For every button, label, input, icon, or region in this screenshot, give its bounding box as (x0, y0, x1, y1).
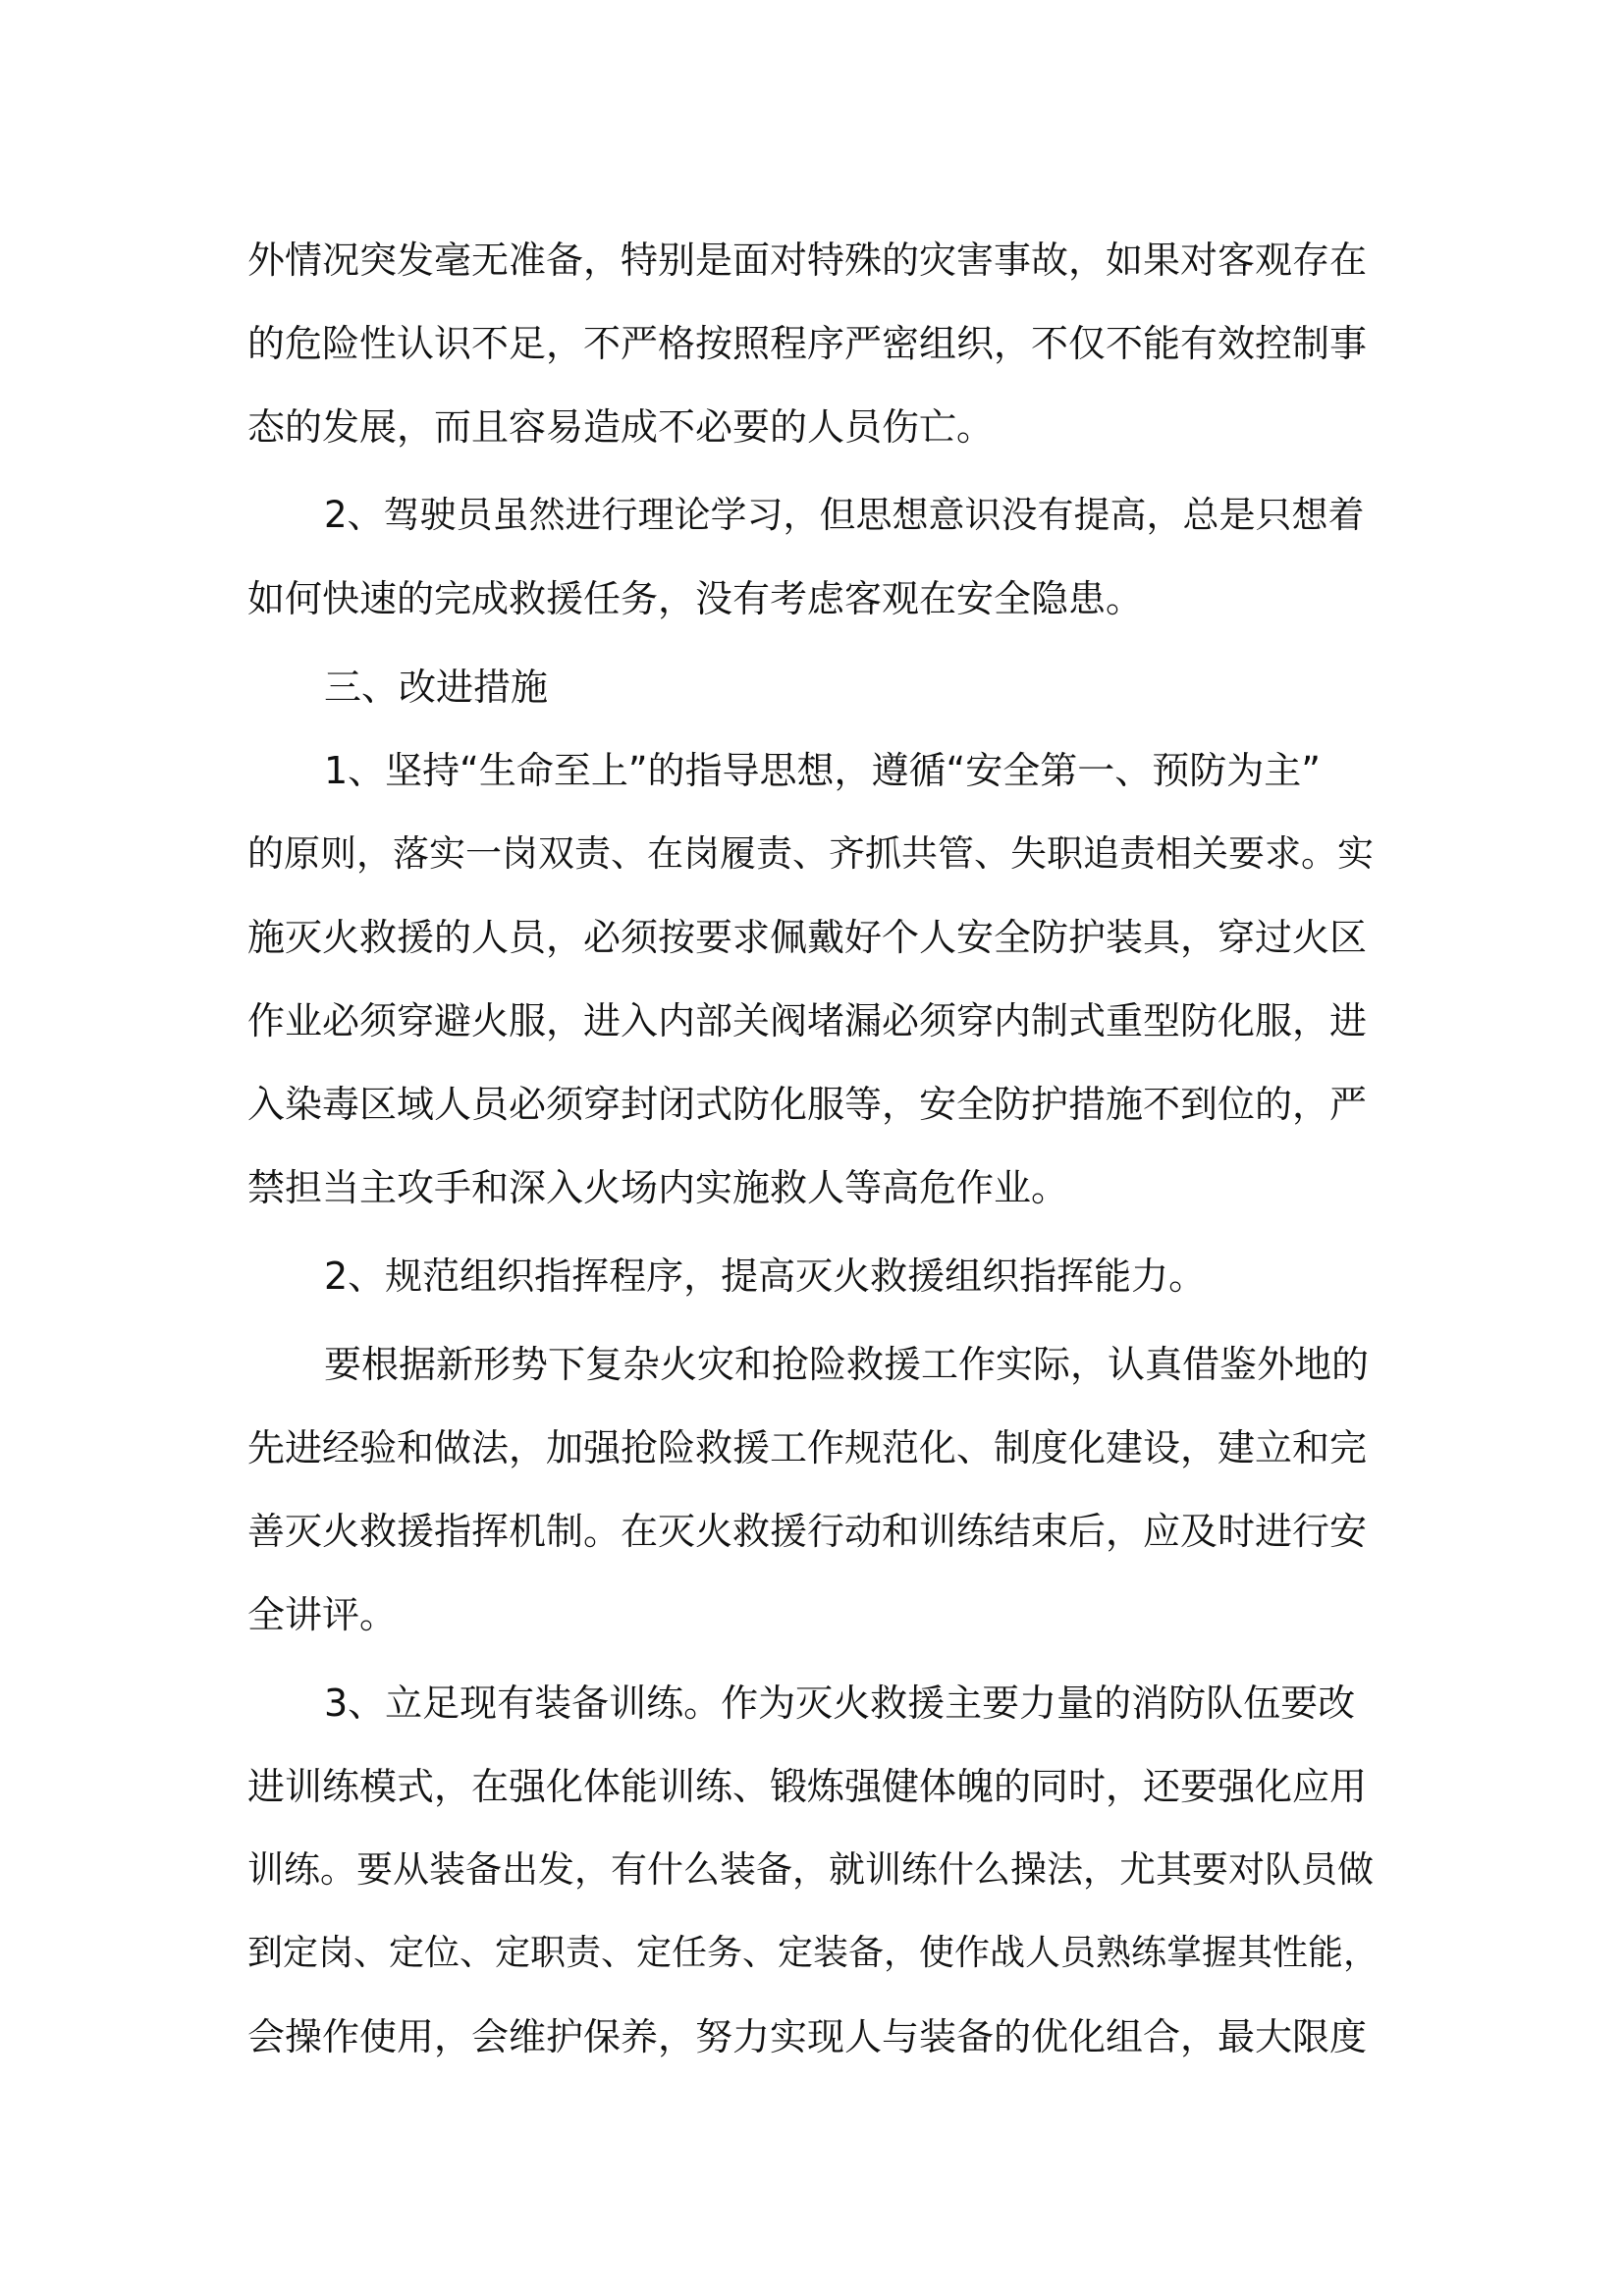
paragraph-first-line: 1、坚持“生命至上”的指导思想，遵循“安全第一、预防为主” (324, 749, 1321, 792)
text-line: 施灭火救援的人员，必须按要求佩戴好个人安全防护装具，穿过火区 (247, 916, 1368, 959)
text-line: 入染毒区域人员必须穿封闭式防化服等，安全防护措施不到位的，严 (247, 1083, 1368, 1126)
text-line: 会操作使用，会维护保养，努力实现人与装备的优化组合，最大限度 (247, 2015, 1368, 2058)
text-line: 外情况突发毫无准备，特别是面对特殊的灾害事故，如果对客观存在 (247, 239, 1368, 282)
text-line: 全讲评。 (247, 1593, 398, 1636)
text-line: 作业必须穿避火服，进入内部关阀堵漏必须穿内制式重型防化服，进 (247, 999, 1368, 1042)
text-line: 禁担当主攻手和深入火场内实施救人等高危作业。 (247, 1166, 1069, 1209)
paragraph-first-line: 3、立足现有装备训练。作为灭火救援主要力量的消防队伍要改 (324, 1682, 1356, 1725)
paragraph-first-line: 2、驾驶员虽然进行理论学习，但思想意识没有提高，总是只想着 (324, 494, 1365, 536)
text-line: 态的发展，而且容易造成不必要的人员伤亡。 (247, 405, 995, 449)
text-line: 到定岗、定位、定职责、定任务、定装备，使作战人员熟练掌握其性能， (247, 1933, 1380, 1973)
text-line: 进训练模式，在强化体能训练、锻炼强健体魄的同时，还要强化应用 (247, 1765, 1368, 1808)
text-line: 先进经验和做法，加强抢险救援工作规范化、制度化建设，建立和完 (247, 1426, 1368, 1469)
section-heading: 三、改进措施 (324, 666, 549, 709)
text-line: 的危险性认识不足，不严格按照程序严密组织，不仅不能有效控制事 (247, 322, 1368, 365)
text-line: 的原则，落实一岗双责、在岗履责、齐抓共管、失职追责相关要求。实 (247, 832, 1374, 875)
paragraph-first-line: 2、规范组织指挥程序，提高灭火救援组织指挥能力。 (324, 1255, 1207, 1298)
text-line: 训练。要从装备出发，有什么装备，就训练什么操法，尤其要对队员做 (247, 1848, 1374, 1891)
text-line: 善灭火救援指挥机制。在灭火救援行动和训练结束后，应及时进行安 (247, 1510, 1368, 1553)
text-line: 如何快速的完成救援任务，没有考虑客观在安全隐患。 (247, 577, 1144, 620)
paragraph-first-line: 要根据新形势下复杂火灾和抢险救援工作实际，认真借鉴外地的 (324, 1343, 1370, 1386)
